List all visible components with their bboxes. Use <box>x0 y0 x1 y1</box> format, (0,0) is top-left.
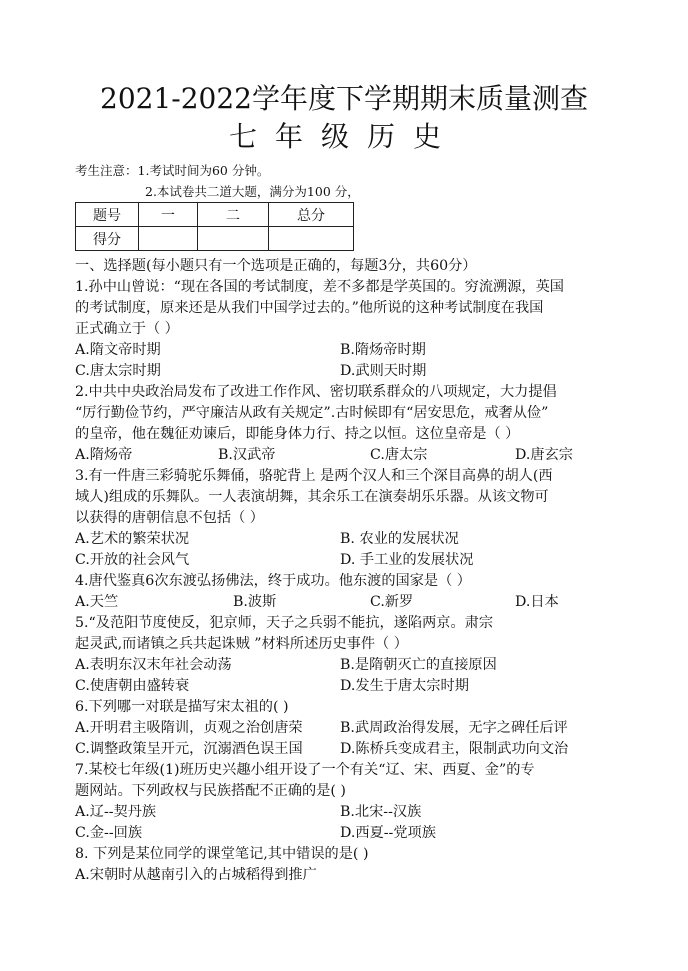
q4-option-b: B.波斯 <box>233 594 277 610</box>
score-table-cell: 二 <box>198 203 269 227</box>
q2-option-c: C.唐太宗 <box>370 447 428 463</box>
q6-option-d: D.陈桥兵变成君主，限制武功向文治 <box>340 741 569 757</box>
q7-option-a: A.辽--契丹族 <box>75 804 157 820</box>
q1-option-b: B.隋炀帝时期 <box>340 342 426 358</box>
q3-option-d: D. 手工业的发展状况 <box>340 552 474 568</box>
q7-option-d: D.西夏--党项族 <box>340 825 436 841</box>
q4-option-d: D.日本 <box>515 594 559 610</box>
q4-line-1: 4.唐代鉴真6次东渡弘扬佛法，终于成功。他东渡的国家是（ ） <box>75 573 471 589</box>
q1-option-d: D.武则天时期 <box>340 363 427 379</box>
q8-line-1: 8. 下列是某位同学的课堂笔记,其中错误的是( ) <box>75 846 369 862</box>
q6-option-b: B.武周政治得发展，无字之碑任后评 <box>340 720 568 736</box>
q5-option-a: A.表明东汉末年社会动荡 <box>75 657 232 673</box>
q1-line-1: 1.孙中山曾说：“现在各国的考试制度，差不多都是学英国的。穷流溯源，英国 <box>75 279 564 295</box>
notice-label: 考生注意： <box>75 163 138 178</box>
notice-item-2: 2.本试卷共二道大题，满分为100 分， <box>145 184 360 199</box>
score-table-empty-cell[interactable] <box>198 227 269 251</box>
q1-line-3: 正式确立于（ ） <box>75 321 179 337</box>
q7-line-1: 7.某校七年级(1)班历史兴趣小组开设了一个有关“辽、宋、西夏、金”的专 <box>75 762 535 778</box>
score-table-empty-cell[interactable] <box>139 227 198 251</box>
q5-option-c: C.使唐朝由盛转衰 <box>75 678 190 694</box>
notice-item-1: 1.考试时间为60 分钟。 <box>137 163 270 178</box>
q2-option-d: D.唐玄宗 <box>515 447 573 463</box>
q2-line-1: 2.中共中央政治局发布了改进工作作风、密切联系群众的八项规定，大力提倡 <box>75 384 557 400</box>
q4-option-c: C.新罗 <box>370 594 414 610</box>
q1-option-c: C.唐太宗时期 <box>75 363 161 379</box>
q3-line-1: 3.有一件唐三彩骑驼乐舞俑，骆驼背上 是两个汉人和三个深目高鼻的胡人(西 <box>75 468 553 484</box>
q3-option-c: C.开放的社会风气 <box>75 552 190 568</box>
q3-line-3: 以获得的唐朝信息不包括（ ） <box>75 510 264 526</box>
exam-title: 2021-2022学年度下学期期末质量测查 <box>100 82 588 115</box>
q6-option-a: A.开明君主吸隋训，贞观之治创唐荣 <box>75 720 303 736</box>
score-table-cell: 题号 <box>76 203 139 227</box>
q1-option-a: A.隋文帝时期 <box>75 342 161 358</box>
score-table-cell: 得分 <box>76 227 139 251</box>
q5-option-d: D.发生于唐太宗时期 <box>340 678 469 694</box>
q3-line-2: 域人)组成的乐舞队。一人表演胡舞，其余乐工在演奏胡乐乐器。从该文物可 <box>75 489 549 505</box>
score-table <box>75 202 354 251</box>
score-table-cell: 一 <box>139 203 198 227</box>
q2-line-2: “厉行勤俭节约，严守廉洁从政有关规定”.古时候即有“居安思危，戒奢从俭” <box>75 405 549 421</box>
q6-option-c: C.调整政策呈开元，沉溺酒色误王国 <box>75 741 303 757</box>
q5-option-b: B.是隋朝灭亡的直接原因 <box>340 657 497 673</box>
q2-line-3: 的皇帝，他在魏征劝谏后，即能身体力行、持之以恒。这位皇帝是（ ） <box>75 426 520 442</box>
q5-line-2: 起灵武,而诸镇之兵共起诛贼 ”材料所述历史事件（ ） <box>75 636 408 652</box>
q7-line-2: 题网站。下列政权与民族搭配不正确的是( ) <box>75 783 346 799</box>
notice-line-1 <box>75 160 269 181</box>
q6-line-1: 6.下列哪一对联是描写宋太祖的( ) <box>75 699 289 715</box>
q3-option-a: A.艺术的繁荣状况 <box>75 531 190 547</box>
q7-option-b: B.北宋--汉族 <box>340 804 422 820</box>
q4-option-a: A.天竺 <box>75 594 119 610</box>
score-table-score-row <box>76 227 354 251</box>
q2-option-a: A.隋炀帝 <box>75 447 133 463</box>
q7-option-c: C.金--回族 <box>75 825 143 841</box>
score-table-empty-cell[interactable] <box>269 227 354 251</box>
section1-heading: 一、选择题(每小题只有一个选项是正确的，每题3分，共60分） <box>75 258 477 274</box>
score-table-header-row <box>76 203 354 227</box>
score-table-cell: 总分 <box>269 203 354 227</box>
q1-line-2: 的考试制度，原来还是从我们中国学过去的。”他所说的这种考试制度在我国 <box>75 300 544 316</box>
q3-option-b: B. 农业的发展状况 <box>340 531 459 547</box>
exam-subject-title: 七年级历史 <box>228 120 459 153</box>
q2-option-b: B.汉武帝 <box>218 447 276 463</box>
q8-option-a: A.宋朝时从越南引入的占城稻得到推广 <box>75 867 317 883</box>
q5-line-1: 5.“及范阳节度使反，犯京师，天子之兵弱不能抗，遂陷两京。肃宗 <box>75 615 494 631</box>
